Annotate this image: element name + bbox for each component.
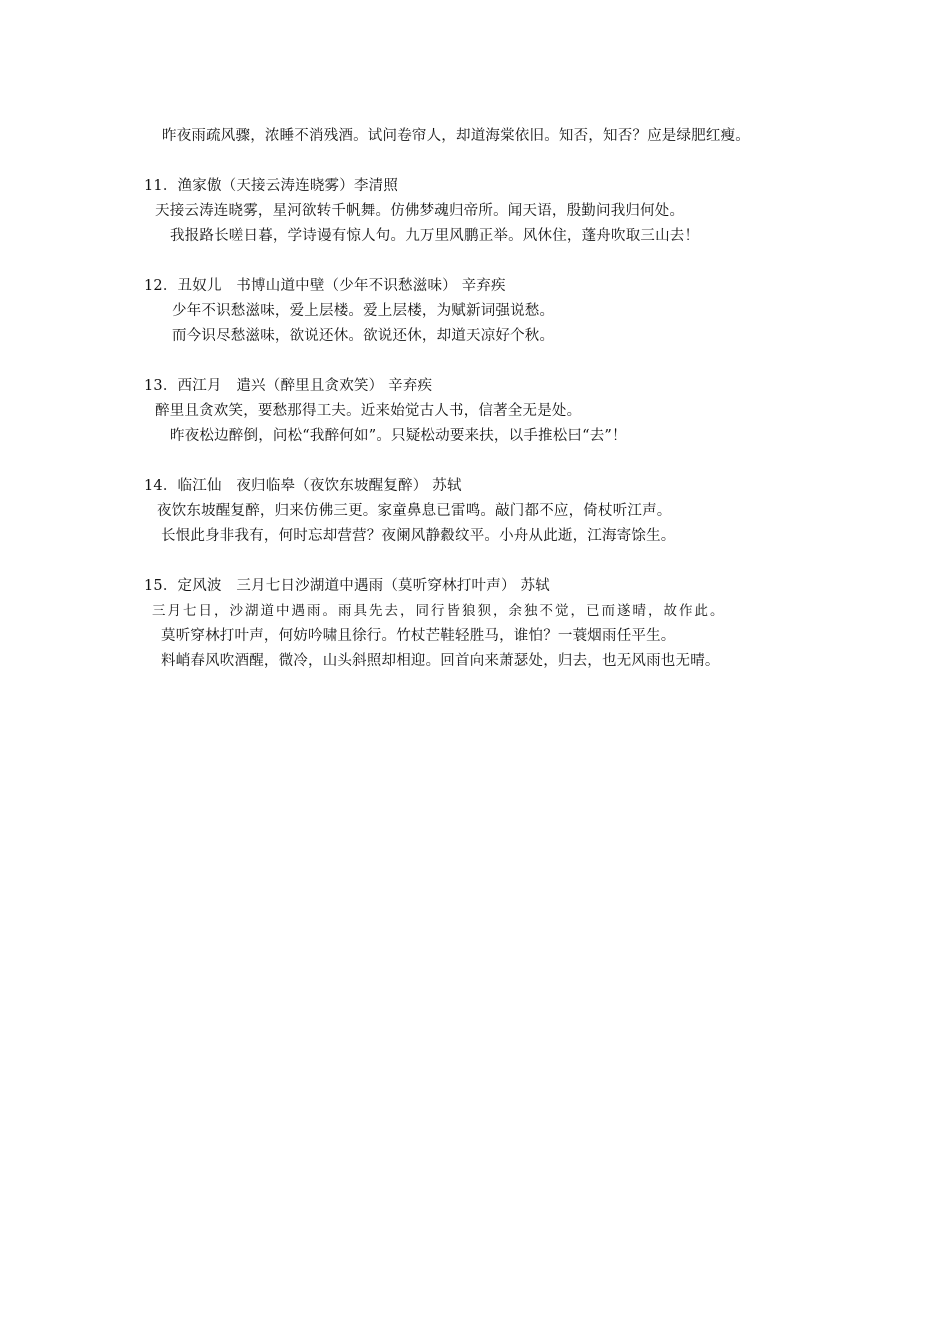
poem-heading: 14．临江仙 夜归临皋（夜饮东坡醒复醉） 苏轼	[144, 478, 462, 494]
poem-line: 料峭春风吹酒醒，微冷，山头斜照却相迎。回首向来萧瑟处，归去，也无风雨也无晴。	[161, 653, 720, 669]
poem-heading: 15．定风波 三月七日沙湖道中遇雨（莫听穿林打叶声） 苏轼	[144, 578, 550, 594]
poem-heading: 13．西江月 遣兴（醉里且贪欢笑） 辛弃疾	[144, 378, 433, 394]
poem-line: 少年不识愁滋味，爱上层楼。爱上层楼，为赋新词强说愁。	[172, 303, 555, 319]
poem-line: 昨夜松边醉倒，问松“我醉何如”。只疑松动要来扶，以手推松曰“去”！	[170, 428, 627, 444]
poem-preface: 三月七日，沙湖道中遇雨。雨具先去，同行皆狼狈，余独不觉，已而遂晴，故作此。	[152, 603, 726, 619]
poem-line: 而今识尽愁滋味，欲说还休。欲说还休，却道天凉好个秋。	[172, 328, 555, 344]
poem-heading: 11．渔家傲（天接云涛连晓雾）李清照	[144, 178, 399, 194]
intro-line: 昨夜雨疏风骤，浓睡不消残酒。试问卷帘人，却道海棠依旧。知否，知否？应是绿肥红瘦。	[162, 128, 750, 144]
poem-line: 醉里且贪欢笑，要愁那得工夫。近来始觉古人书，信著全无是处。	[155, 403, 582, 419]
poem-line: 天接云涛连晓雾，星河欲转千帆舞。仿佛梦魂归帝所。闻天语，殷勤问我归何处。	[155, 203, 685, 219]
poem-line: 夜饮东坡醒复醉，归来仿佛三更。家童鼻息已雷鸣。敲门都不应，倚杖听江声。	[157, 503, 672, 519]
poem-line: 我报路长嗟日暮，学诗谩有惊人句。九万里风鹏正举。风休住，蓬舟吹取三山去！	[170, 228, 700, 244]
poem-line: 莫听穿林打叶声，何妨吟啸且徐行。竹杖芒鞋轻胜马，谁怕？一蓑烟雨任平生。	[161, 628, 676, 644]
poem-heading: 12．丑奴儿 书博山道中壁（少年不识愁滋味） 辛弃疾	[144, 278, 506, 294]
poem-line: 长恨此身非我有，何时忘却营营？夜阑风静縠纹平。小舟从此逝，江海寄馀生。	[161, 528, 676, 544]
